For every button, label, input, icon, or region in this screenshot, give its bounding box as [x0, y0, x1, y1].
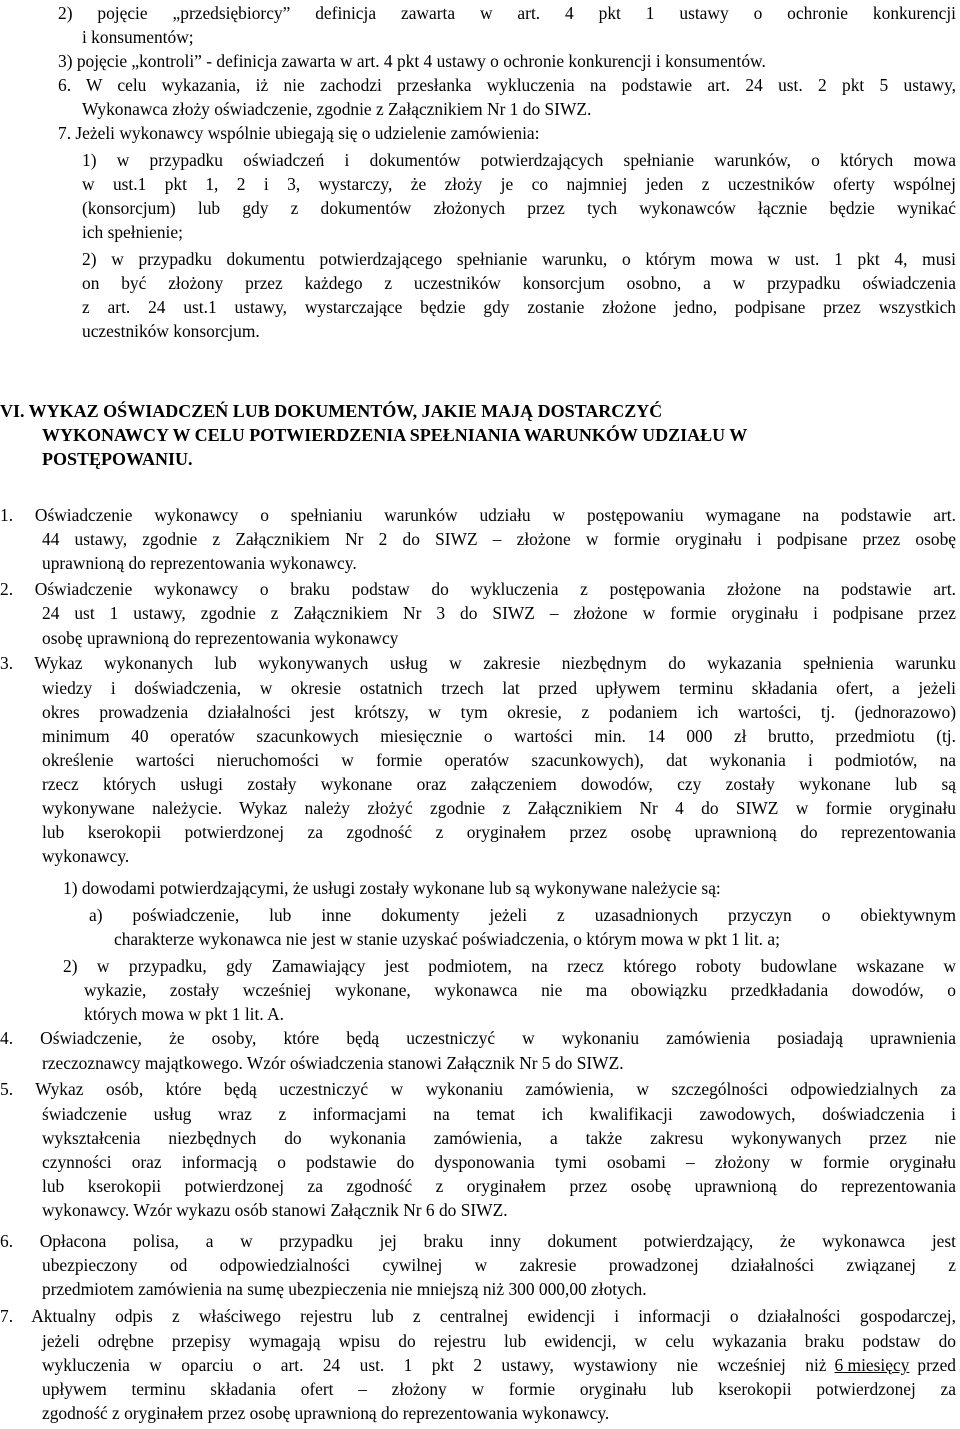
- paragraph-line: wiedzy i doświadczenia, w okresie ostatnich trzech lat przed upływem terminu składania ofert, a jeżeli: [42, 678, 956, 698]
- paragraph-line: (konsorcjum) lub gdy z dokumentów złożonych przez tych wykonawców łącznie będzie wynikać: [82, 198, 956, 218]
- paragraph-line: świadczenie usług wraz z informacjami na temat ich kwalifikacji zawodowych, doświadczenia i: [42, 1104, 956, 1124]
- paragraph-line: 1) dowodami potwierdzającymi, że usługi zostały wykonane lub są wykonywane należycie są:: [63, 878, 721, 898]
- paragraph-line: 1. Oświadczenie wykonawcy o spełnianiu warunków udziału w postępowaniu wymagane na podstawie art.: [0, 505, 956, 525]
- paragraph-line: charakterze wykonawca nie jest w stanie uzyskać poświadczenia, o którym mowa w pkt 1 lit. a;: [114, 929, 780, 949]
- paragraph-line: uprawnioną do reprezentowania wykonawcy.: [42, 553, 357, 573]
- section-heading: VI. WYKAZ OŚWIADCZEŃ LUB DOKUMENTÓW, JAKIE MAJĄ DOSTARCZYĆ: [0, 401, 663, 421]
- paragraph-line: Wykonawca złoży oświadczenie, zgodnie z Załącznikiem Nr 1 do SIWZ.: [82, 99, 592, 119]
- paragraph-line: osobę uprawnioną do reprezentowania wykonawcy: [42, 628, 399, 648]
- paragraph-line: wykonywane należycie. Wykaz należy złożyć zgodnie z Załącznikiem Nr 4 do SIWZ w formie oryginału: [42, 798, 956, 818]
- paragraph-line: których mowa w pkt 1 lit. A.: [84, 1004, 284, 1024]
- paragraph-line: określenie wartości nieruchomości w formie operatów szacunkowych), dat wykonania i podmiotów, na: [42, 750, 956, 770]
- paragraph-line: lub kserokopii potwierdzonej za zgodność z oryginałem przez osobę uprawnioną do reprezentowania: [42, 822, 956, 842]
- section-heading: POSTĘPOWANIU.: [42, 449, 193, 469]
- paragraph-line: jeżeli odrębne przepisy wymagają wpisu do rejestru lub ewidencji, w celu wykazania braku podstaw do: [42, 1331, 956, 1351]
- paragraph-line: 3. Wykaz wykonanych lub wykonywanych usług w zakresie niezbędnym do wykazania spełnienia warunku: [0, 653, 956, 673]
- paragraph-line: wykształcenia niezbędnych do wykonania zamówienia, a także zakresu wykonywanych przez nie: [42, 1128, 956, 1148]
- paragraph-line: 2. Oświadczenie wykonawcy o braku podstaw do wykluczenia z postępowania złożone na podstawie art.: [0, 579, 956, 599]
- paragraph-line: rzecz których usługi zostały wykonane oraz załączeniem dowodów, czy zostały wykonane lub są: [42, 774, 956, 794]
- paragraph-line: z art. 24 ust.1 ustawy, wystarczające będzie gdy zostanie złożone jedno, podpisane przez wszystkich: [82, 297, 956, 317]
- paragraph-line: on być złożony przez każdego z uczestników konsorcjum osobno, a w przypadku oświadczenia: [82, 273, 956, 293]
- paragraph-line: minimum 40 operatów szacunkowych miesięcznie o wartości min. 14 000 zł brutto, przedmiotu (tj.: [42, 726, 956, 746]
- paragraph-line: ich spełnienie;: [82, 222, 183, 242]
- paragraph-line: 5. Wykaz osób, które będą uczestniczyć w wykonaniu zamówienia, w szczególności odpowiedzialnych za: [0, 1079, 956, 1099]
- paragraph-line: w ust.1 pkt 1, 2 i 3, wystarczy, że złoży je co najmniej jeden z uczestników oferty wspólnej: [82, 174, 956, 194]
- paragraph-line: wykonawcy. Wzór wykazu osób stanowi Załącznik Nr 6 do SIWZ.: [42, 1200, 508, 1220]
- paragraph-line: [42, 1354, 956, 1378]
- section-heading: WYKONAWCY W CELU POTWIERDZENIA SPEŁNIANIA WARUNKÓW UDZIAŁU W: [42, 425, 748, 445]
- paragraph-line: 2) w przypadku, gdy Zamawiający jest podmiotem, na rzecz którego roboty budowlane wskazane w: [63, 956, 956, 976]
- paragraph-line: przedmiotem zamówienia na sumę ubezpieczenia nie mniejszą niż 300 000,00 złotych.: [42, 1279, 647, 1299]
- paragraph-line: i konsumentów;: [82, 27, 194, 47]
- paragraph-line: lub kserokopii potwierdzonej za zgodność z oryginałem przez osobę uprawnioną do reprezentowania: [42, 1176, 956, 1196]
- paragraph-line: zgodność z oryginałem przez osobę uprawnioną do reprezentowania wykonawcy.: [42, 1403, 610, 1423]
- paragraph-line: 24 ust 1 ustawy, zgodnie z Załącznikiem Nr 3 do SIWZ – złożone w formie oryginału i podpisane przez: [42, 603, 956, 623]
- paragraph-line: 2) pojęcie „przedsiębiorcy” definicja zawarta w art. 4 pkt 1 ustawy o ochronie konkurencji: [58, 3, 956, 23]
- paragraph-line: 2) w przypadku dokumentu potwierdzającego spełnianie warunku, o którym mowa w ust. 1 pkt 4, musi: [82, 249, 956, 269]
- paragraph-line: a) poświadczenie, lub inne dokumenty jeżeli z uzasadnionych przyczyn o obiektywnym: [89, 905, 956, 925]
- paragraph-line: ubezpieczony od odpowiedzialności cywilnej w zakresie prowadzonej działalności związanej z: [42, 1255, 956, 1275]
- paragraph-line-segment: przed: [917, 1355, 956, 1375]
- paragraph-line: rzeczoznawcy majątkowego. Wzór oświadczenia stanowi Załącznik Nr 5 do SIWZ.: [42, 1053, 624, 1073]
- paragraph-line: 3) pojęcie „kontroli” - definicja zawarta w art. 4 pkt 4 ustawy o ochronie konkurencji i konsumentów.: [58, 51, 766, 71]
- paragraph-line: uczestników konsorcjum.: [82, 321, 260, 341]
- paragraph-line: 6. W celu wykazania, iż nie zachodzi przesłanka wykluczenia na podstawie art. 24 ust. 2 pkt 5 ustawy,: [58, 75, 956, 95]
- paragraph-line: upływem terminu składania ofert – złożony w formie oryginału lub kserokopii potwierdzonej za: [42, 1379, 956, 1399]
- paragraph-line: 1) w przypadku oświadczeń i dokumentów potwierdzających spełnianie warunków, o których mowa: [82, 150, 956, 170]
- paragraph-line: 7. Jeżeli wykonawcy wspólnie ubiegają się o udzielenie zamówienia:: [58, 123, 540, 143]
- paragraph-line: 7. Aktualny odpis z właściwego rejestru lub z centralnej ewidencji i informacji o działalności gospodarczej,: [0, 1306, 956, 1326]
- paragraph-line: 6. Opłacona polisa, a w przypadku jej braku inny dokument potwierdzający, że wykonawca jest: [0, 1231, 956, 1251]
- paragraph-line-segment: wykluczenia w oparciu o art. 24 ust. 1 pkt 2 ustawy, wystawiony nie wcześniej niż: [42, 1355, 827, 1375]
- paragraph-line: wykazie, zostały wcześniej wykonane, wykonawca nie ma obowiązku przedkładania dowodów, o: [84, 980, 956, 1000]
- paragraph-line: 44 ustawy, zgodnie z Załącznikiem Nr 2 do SIWZ – złożone w formie oryginału i podpisane przez osobę: [42, 529, 956, 549]
- paragraph-line: wykonawcy.: [42, 846, 130, 866]
- underlined-term: 6 miesięcy: [834, 1355, 910, 1375]
- paragraph-line: okres prowadzenia działalności jest krótszy, w tym okresie, z podaniem ich wartości, tj. (jednorazowo): [42, 702, 956, 722]
- paragraph-line: czynności oraz informacją o podstawie do dysponowania tymi osobami – złożony w formie oryginału: [42, 1152, 956, 1172]
- paragraph-line: 4. Oświadczenie, że osoby, które będą uczestniczyć w wykonaniu zamówienia posiadają uprawnienia: [0, 1028, 956, 1048]
